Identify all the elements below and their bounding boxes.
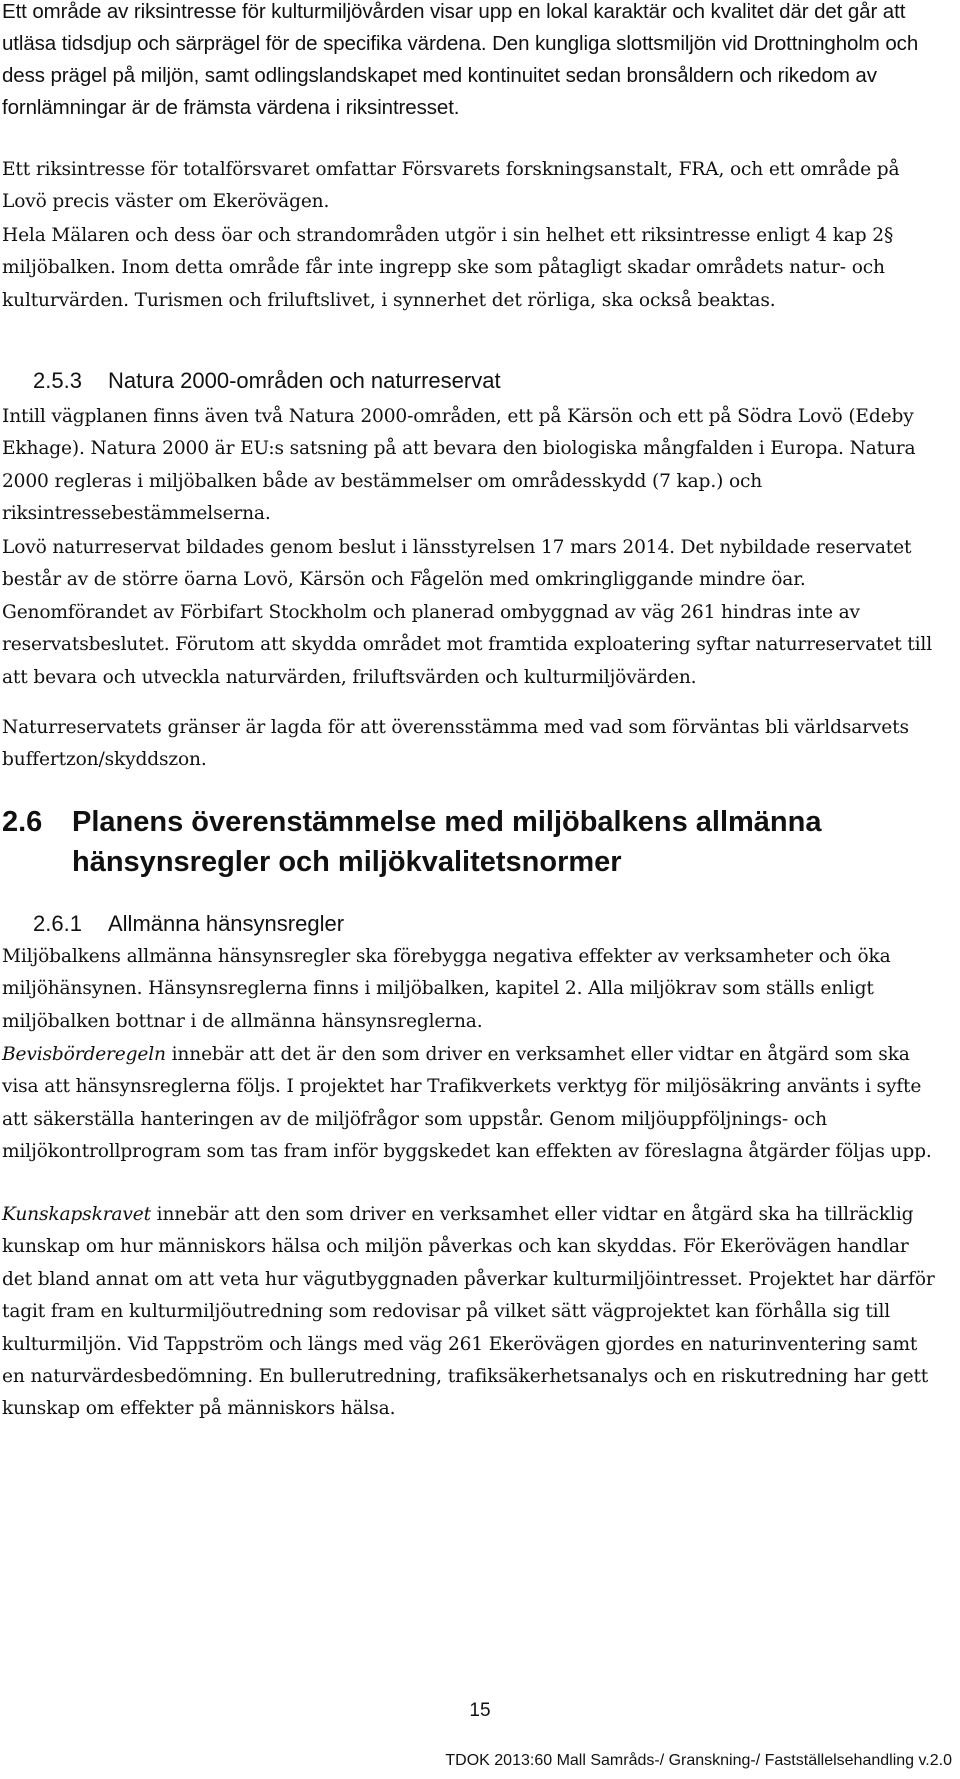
section-title-line1: Planens överenstämmelse med miljöbalkens allmänna [72, 806, 822, 838]
term-kunskapskravet: Kunskapskravet [2, 1204, 151, 1225]
intro-paragraph-totalforsvar: Ett riksintresse för totalförsvaret omfattar Försvarets forskningsanstalt, FRA, och ett område på Lovö precis väster om Ekerövägen. [2, 159, 900, 213]
intro-paragraph-malaren: Hela Mälaren och dess öar och strandområden utgör i sin helhet ett riksintresse enligt 4 kap 2§ miljöbalken. Inom detta område får inte ingrepp ske som påtagligt skadar områdets natur- och kulturvärden. Turismen och friluftslivet, i synnerhet det rörliga, ska också beaktas. [2, 225, 894, 311]
page-number: 15 [469, 1700, 491, 1721]
section-number: 2.6.1 [33, 911, 82, 936]
kunskapskravet-paragraph [2, 1199, 937, 1426]
section-number: 2.5.3 [33, 368, 82, 393]
natura-paragraph: Intill vägplanen finns även två Natura 2000-områden, ett på Kärsön och ett på Södra Lovö (Edeby Ekhage). Natura 2000 är EU:s satsning på att bevara den biologiska mångfalden i Europa. Natura 2000 regleras i miljöbalken både av bestämmelser om områdesskydd (7 kap.) och riksintressebestämmelserna. [2, 406, 916, 525]
reservat-granser-paragraph: Naturreservatets gränser är lagda för att överensstämma med vad som förväntas bli världsarvets buffertzon/skyddszon. [2, 717, 909, 771]
section-title-line2: hänsynsregler och miljökvalitetsnormer [72, 846, 622, 878]
section-heading-2-5-3 [2, 367, 932, 395]
naturreservat-paragraph: Lovö naturreservat bildades genom beslut i länsstyrelsen 17 mars 2014. Det nybildade reservatet består av de större öarna Lovö, Kärsön och Fågelön med omkringliggande mindre öar. Genomförandet av Förbifart Stockholm och planerad ombyggnad av väg 261 hindras inte av reservatsbeslutet. Förutom att skydda området mot framtida exploatering syftar naturreservatet till att bevara och utveckla naturvärden, friluftsvärden och kulturmiljövärden. [2, 537, 933, 688]
intro-paragraph-kulturmiljo: Ett område av riksintresse för kulturmiljövården visar upp en lokal karaktär och kvalitet där det går att utläsa tidsdjup och särprägel för de specifika värdena. Den kungliga slottsmiljön vid Drottningholm och dess prägel på miljön, samt odlingslandskapet med kontinuitet sedan bronsåldern och rikedom av fornlämningar är de främsta värdena i riksintresset. [2, 0, 919, 119]
bevisborderegeln-paragraph [2, 1039, 937, 1169]
hansynsregler-paragraph: Miljöbalkens allmänna hänsynsregler ska förebygga negativa effekter av verksamheter och öka miljöhänsynen. Hänsynsreglerna finns i miljöbalken, kapitel 2. Alla miljökrav som ställs enligt miljöbalken bottnar i de allmänna hänsynsreglerna. [2, 946, 891, 1032]
section-heading-2-6 [2, 802, 942, 882]
section-heading-2-6-1 [2, 910, 932, 938]
document-footer: TDOK 2013:60 Mall Samråds-/ Granskning-/ Fastställelsehandling v.2.0 [445, 1752, 952, 1769]
section-title: Allmänna hänsynsregler [108, 911, 345, 936]
term-bevisborderegeln: Bevisbörderegeln [2, 1044, 166, 1065]
bevisborderegeln-text: innebär att det är den som driver en verksamhet eller vidtar en åtgärd som ska visa att hänsynsreglerna följs. I projektet har Trafikverkets verktyg för miljösäkring använts i syfte att säkerställa hanteringen av de miljöfrågor som uppstår. Genom miljöuppföljnings- och miljökontrollprogram som tas fram inför byggskedet kan effekten av föreslagna åtgärder följas upp. [2, 1044, 932, 1163]
kunskapskravet-text: innebär att den som driver en verksamhet eller vidtar en åtgärd ska ha tillräcklig kunskap om hur människors hälsa och miljön påverkas och kan skyddas. För Ekerövägen handlar det bland annat om att veta hur vägutbyggnaden påverkar kulturmiljöintresset. Projektet har därför tagit fram en kulturmiljöutredning som redovisar på vilket sätt vägprojektet kan förhålla sig till kulturmiljön. Vid Tappström och längs med väg 261 Ekerövägen gjordes en naturinventering samt en naturvärdesbedömning. En bullerutredning, trafiksäkerhetsanalys och en riskutredning har gett kunskap om effekter på människors hälsa. [2, 1204, 935, 1420]
section-number: 2.6 [2, 806, 43, 838]
section-title: Natura 2000-områden och naturreservat [108, 368, 501, 393]
